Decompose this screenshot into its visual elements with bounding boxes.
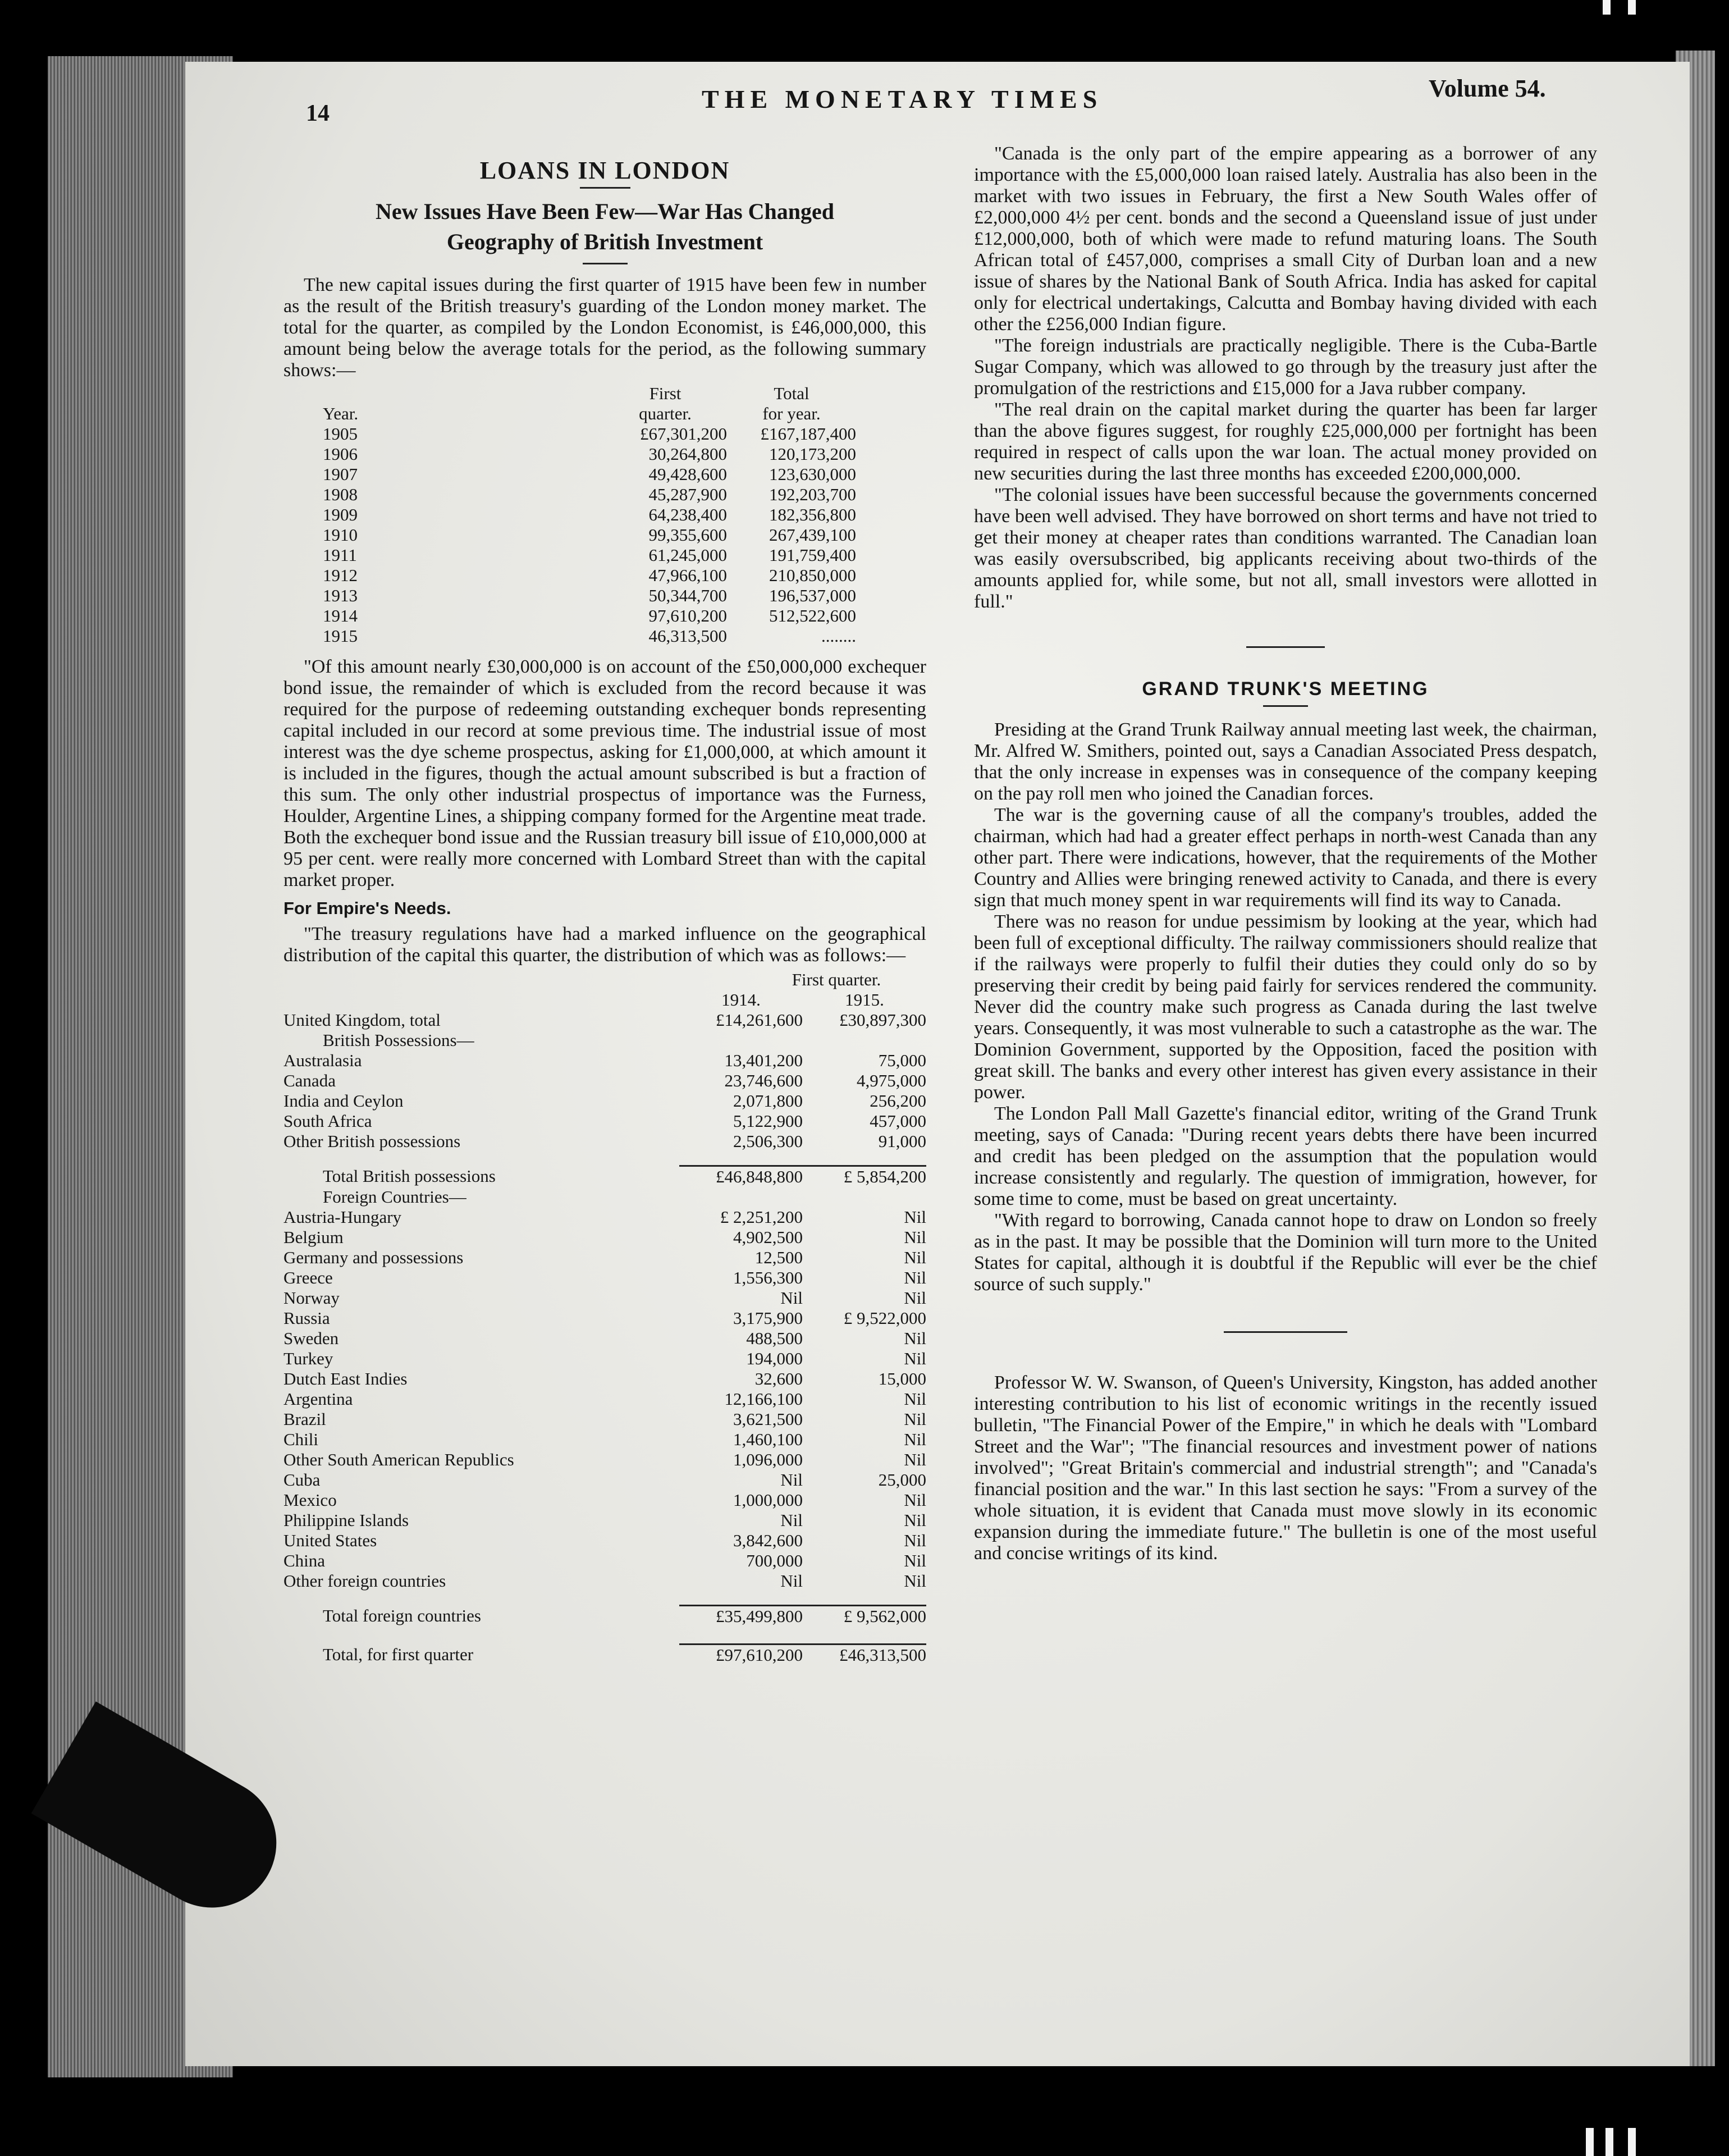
summary-total-year: 192,203,700 [769,485,856,504]
dist-row-1914: 13,401,200 [724,1050,803,1070]
summary-head-total-2: for year. [762,404,821,423]
dist-row [283,1450,926,1470]
summary-row [323,626,856,646]
dist-row-1914: 4,902,500 [733,1227,803,1247]
dist-row-1915: 4,975,000 [857,1071,926,1090]
dist-row [283,1308,926,1328]
dist-head-first-quarter: First quarter. [792,970,881,989]
summary-year: 1908 [323,485,358,504]
dist-row-1915: Nil [904,1450,926,1469]
dist-row [283,1409,926,1429]
dist-row-1914: Nil [780,1510,803,1530]
dist-row-1914: 194,000 [746,1349,803,1368]
grand-trunk-title: GRAND TRUNK'S MEETING [1142,678,1429,700]
dist-row-1915: Nil [904,1551,926,1570]
dist-row-1915: Nil [904,1288,926,1308]
foreign-total-1915: £ 9,562,000 [803,1606,926,1627]
quote-paragraph: "Of this amount nearly £30,000,000 is on account of the £50,000,000 exchequer bond issue, the remainder of which is excluded from the record because it was required for the purpose of redeeming outstanding exchequer bonds representing capital included in our record at some previous time. The industrial issue of most interest was the dye scheme prospectus, asking for £1,000,000, at which amount it is included in the figures, though the actual amount subscribed is but a fraction of this sum. The only other industrial prospectus of importance was the Furness, Houlder, Argentine Lines, a shipping company formed for the Argentine meat trade. Both the exchequer bond issue and the Russian treasury bill issue of £10,000,000 at 95 per cent. were really more concerned with Lombard Street than with the capital market proper. [283,656,926,890]
dist-row-label: Brazil [283,1409,326,1429]
dist-row-1914: 12,500 [754,1248,803,1267]
summary-row [323,444,856,464]
dist-row [283,1490,926,1510]
summary-row [323,586,856,606]
grand-trunk-rule [1263,705,1308,707]
dist-row-1914: 3,842,600 [733,1531,803,1550]
summary-total-year: 210,850,000 [769,565,856,585]
summary-total-year: 191,759,400 [769,545,856,565]
body-paragraph: "The colonial issues have been successful because the governments concerned have been well advised. They have borrowed on short terms and have not tried to get their money at cheaper rates than conditions warranted. The Canadian loan was easily oversubscribed, big applicants receiving about two-thirds of the amounts applied for, while some, but not all, small investors were allotted in full." [974,485,1597,612]
dist-row-label: Canada [283,1071,336,1090]
dist-row-1915: Nil [904,1328,926,1348]
dist-row-label: Australasia [283,1050,362,1070]
summary-head-first-2: quarter. [639,404,692,423]
dist-row-1914: 12,166,100 [724,1389,803,1409]
dist-row-1915: Nil [904,1227,926,1247]
dist-row-label: Greece [283,1268,333,1287]
dist-row-label: India and Ceylon [283,1091,404,1111]
dist-row-label: Norway [283,1288,340,1308]
dist-row-1915: 256,200 [870,1091,926,1111]
british-total-label: Total British possessions [323,1166,496,1186]
dist-row-1914: 32,600 [754,1369,803,1388]
summary-first-quarter: 30,264,800 [648,444,727,464]
dist-row-1914: Nil [780,1288,803,1308]
dist-row-1914: 3,175,900 [733,1308,803,1328]
summary-row [323,485,856,505]
article-title: LOANS IN LONDON [479,157,730,184]
dist-head-1914: 1914. [721,990,761,1010]
grand-total-1915: £46,313,500 [803,1645,926,1666]
dist-row [283,1248,926,1268]
dist-row [283,1429,926,1450]
dist-row-1915: Nil [904,1349,926,1368]
dist-row-label: Other foreign countries [283,1571,446,1591]
intro-paragraph: The new capital issues during the first quarter of 1915 have been few in number as the result of the British treasury's guarding of the London money market. The total for the quarter, as compiled by the London Economist, is £46,000,000, this amount being below the average totals for the period, as the following summary shows:— [283,275,926,381]
summary-year: 1906 [323,444,358,464]
page-number: 14 [306,101,330,126]
summary-first-quarter: £67,301,200 [640,424,727,444]
summary-first-quarter: 49,428,600 [648,464,727,484]
dist-row-1915: 75,000 [878,1050,926,1070]
dist-row-1915: Nil [904,1207,926,1227]
summary-total-year: 120,173,200 [769,444,856,464]
dist-row-1915: Nil [904,1268,926,1287]
summary-total-year: £167,187,400 [760,424,856,444]
grand-trunk-article [974,719,1597,1295]
summary-year: 1911 [323,545,357,565]
summary-first-quarter: 99,355,600 [648,525,727,545]
summary-year: 1915 [323,626,358,646]
foreign-total-1914: £35,499,800 [679,1606,803,1627]
dist-row-1914: 1,096,000 [733,1450,803,1469]
summary-total-year: 267,439,100 [769,525,856,545]
body-paragraph: Presiding at the Grand Trunk Railway annual meeting last week, the chairman, Mr. Alfred W. Smithers, pointed out, says a Canadian Associated Press despatch, that the only increase in expenses was in consequence of the company keeping on the pay roll men who joined the Canadian forces. [974,719,1597,804]
dist-row-1914: 2,071,800 [733,1091,803,1111]
summary-year: 1912 [323,565,358,585]
body-paragraph: "The foreign industrials are practically negligible. There is the Cuba-Bartle Sugar Company, which was allowed to go through by the treasury just after the promulgation of the restrictions and £15,000 for a Java rubber company. [974,335,1597,399]
dist-row [283,1349,926,1369]
summary-year: 1914 [323,606,358,625]
dist-row [283,1328,926,1349]
summary-total-year: ........ [821,626,856,646]
summary-first-quarter: 64,238,400 [648,505,727,524]
summary-year: 1913 [323,586,358,605]
dist-row-1915: Nil [904,1248,926,1267]
running-title: THE MONETARY TIMES [702,85,1103,113]
left-column [283,157,926,1665]
grand-total-1914: £97,610,200 [679,1645,803,1666]
summary-row [323,464,856,485]
dist-row [283,1551,926,1571]
summary-row [323,424,856,444]
summary-row [323,606,856,626]
dist-row [283,1111,926,1131]
dist-row-label: Austria-Hungary [283,1207,402,1227]
dist-row [283,1131,926,1152]
swanson-paragraph: Professor W. W. Swanson, of Queen's University, Kingston, has added another interesting contribution to his list of economic writings in the recently issued bulletin, "The Financial Power of the Empire," in which he deals with "Lombard Street and the War"; "The financial resources and investment power of nations involved"; "Great Britain's commercial and industrial strength"; and "Canada's financial position and the war." In this last section he says: "From a survey of the whole situation, it is evident that Canada must move slowly in its economic expansion during the immediate future." The bulletin is one of the most useful and concise writings of its kind. [974,1372,1597,1564]
summary-first-quarter: 47,966,100 [648,565,727,585]
summary-total-year: 512,522,600 [769,606,856,625]
dist-row [283,1531,926,1551]
dist-row-label: Other British possessions [283,1131,461,1151]
volume-label: Volume 54. [1429,75,1546,102]
dist-row-1915: Nil [904,1429,926,1449]
summary-total-year: 182,356,800 [769,505,856,524]
film-mark-top [1603,0,1611,15]
distribution-table [283,970,926,1665]
dist-row-1914: 1,460,100 [733,1429,803,1449]
summary-row [323,565,856,586]
dist-row [283,1268,926,1288]
dist-row-label: South Africa [283,1111,372,1131]
dist-row-1915: Nil [904,1490,926,1510]
film-mark-bottom [1586,2128,1594,2156]
dist-row-label: United States [283,1531,377,1550]
dist-row-1914: 2,506,300 [733,1131,803,1151]
dist-row-1915: 457,000 [870,1111,926,1131]
dist-row-label: Chili [283,1429,319,1449]
british-possessions-heading: British Possessions— [323,1030,474,1050]
summary-first-quarter: 50,344,700 [648,586,727,605]
dist-head-1915: 1915. [845,990,884,1010]
dist-row [283,1470,926,1490]
summary-head-year: Year. [323,404,359,423]
loans-continued [974,143,1597,613]
dist-row [283,1369,926,1389]
dist-row-1915: Nil [904,1389,926,1409]
summary-row [323,545,856,565]
dist-row-1915: £30,897,300 [839,1010,926,1030]
summary-year: 1910 [323,525,358,545]
article-subtitle-line2: Geography of British Investment [446,229,763,254]
body-paragraph: The London Pall Mall Gazette's financial editor, writing of the Grand Trunk meeting, says of Canada: "During recent years debts there have been incurred and credit has been pledged on the assumption that the population would increase consistently and regularly. The question of immigration, however, for some time to come, must be based on great uncertainty. [974,1103,1597,1209]
dist-row-1914: 1,556,300 [733,1268,803,1287]
dist-row [283,1207,926,1227]
summary-table [323,383,856,646]
title-rule [580,187,630,189]
dist-row-1915: Nil [904,1409,926,1429]
summary-total-year: 196,537,000 [769,586,856,605]
summary-row [323,505,856,525]
side-heading: For Empire's Needs. [283,898,451,918]
body-paragraph: "The real drain on the capital market during the quarter has been far larger than the above figures suggest, for roughly £25,000,000 per fortnight has been required in respect of calls upon the war loan. The actual money provided on new securities during the last three months has exceeded £200,000,000. [974,399,1597,484]
film-mark-bottom [1628,2128,1636,2156]
article-subtitle-line1: New Issues Have Been Few—War Has Changed [375,199,835,224]
dist-row [283,1071,926,1091]
dist-row-1914: £14,261,600 [716,1010,803,1030]
dist-row [283,1389,926,1409]
dist-row-label: Other South American Republics [283,1450,514,1469]
section-rule [1246,646,1325,648]
dist-row-1915: Nil [904,1531,926,1550]
dist-row-label: Sweden [283,1328,339,1348]
dist-row-label: Mexico [283,1490,337,1510]
dist-row-1914: Nil [780,1571,803,1591]
dist-row-1914: 1,000,000 [733,1490,803,1510]
dist-row-1914: 5,122,900 [733,1111,803,1131]
grand-total-label: Total, for first quarter [323,1645,474,1665]
dist-row-label: Philippine Islands [283,1510,409,1530]
dist-row [283,1288,926,1308]
dist-row-label: Dutch East Indies [283,1369,408,1388]
summary-year: 1909 [323,505,358,524]
dist-row [283,1510,926,1531]
empire-paragraph: "The treasury regulations have had a marked influence on the geographical distribution of the capital this quarter, the distribution of which was as follows:— [283,924,926,966]
summary-row [323,525,856,545]
dist-row-label: China [283,1551,326,1570]
dist-row-1914: 700,000 [746,1551,803,1570]
dist-row-1914: £ 2,251,200 [720,1207,803,1227]
dist-row-1914: 3,621,500 [733,1409,803,1429]
summary-first-quarter: 97,610,200 [648,606,727,625]
dist-row-1914: Nil [780,1470,803,1490]
summary-total-year: 123,630,000 [769,464,856,484]
dist-row-1915: 91,000 [878,1131,926,1151]
dist-row-1914: 23,746,600 [724,1071,803,1090]
body-paragraph: "Canada is the only part of the empire appearing as a borrower of any importance with the £5,000,000 loan raised lately. Australia has also been in the market with two issues in February, the first a New South Wales offer of £2,000,000 4½ per cent. bonds and the second a Queensland issue of just under £12,000,000, both of which were made to refund maturing loans. The South African total of £457,000, comprises a small City of Durban loan and a new issue of shares by the National Bank of South Africa. India has asked for capital only for electrical undertakings, Calcutta and Bombay having divided with each other the £256,000 Indian figure. [974,143,1597,335]
foreign-countries-heading: Foreign Countries— [323,1187,466,1207]
british-total-1914: £46,848,800 [679,1166,803,1187]
dist-row [283,1571,926,1591]
film-mark-bottom [1606,2128,1613,2156]
summary-year: 1907 [323,464,358,484]
subtitle-rule [583,263,628,264]
summary-year: 1905 [323,424,358,444]
right-column [974,143,1597,1564]
summary-head-total-1: Total [774,383,809,403]
dist-row-1915: Nil [904,1510,926,1530]
dist-row [283,1050,926,1071]
summary-first-quarter: 45,287,900 [648,485,727,504]
body-paragraph: The war is the governing cause of all the company's troubles, added the chairman, which had had a greater effect perhaps in north-west Canada than any other part. There were indications, however, that the requirements of the Mother Country and Allies were bringing renewed activity to Canada, and there is every sign that much money spent in war requirements will find its way to Canada. [974,805,1597,911]
summary-first-quarter: 46,313,500 [648,626,727,646]
film-mark-top [1628,0,1636,15]
swanson-rule [1224,1331,1347,1333]
dist-row-label: United Kingdom, total [283,1010,441,1030]
dist-row-1915: Nil [904,1571,926,1591]
summary-first-quarter: 61,245,000 [648,545,727,565]
dist-row-label: Turkey [283,1349,333,1368]
dist-row [283,1227,926,1248]
dist-row-label: Cuba [283,1470,321,1490]
body-paragraph: There was no reason for undue pessimism by looking at the year, which had been full of exceptional difficulty. The railway commissioners should realize that if the railways were properly to fulfil their duties they could only do so by preserving their credit by being paid fairly for services rendered the community. Never did the country make such progress as Canada during the last twelve years. Consequently, it was most vulnerable to such a catastrophe as the war. The Dominion Government, supported by the Opposition, faced the position with great skill. The banks and every other interest has given every assistance in their power. [974,911,1597,1103]
dist-row-label: Russia [283,1308,330,1328]
dist-row [283,1091,926,1111]
dist-row-1915: £ 9,522,000 [843,1308,926,1328]
summary-head-first-1: First [649,383,681,403]
dist-row-label: Belgium [283,1227,344,1247]
body-paragraph: "With regard to borrowing, Canada cannot hope to draw on London so freely as in the past. It may be possible that the Dominion will turn more to the United States for capital, although it is doubtful if the Republic will ever be the chief source of such supply." [974,1210,1597,1295]
british-total-1915: £ 5,854,200 [803,1166,926,1187]
dist-row-label: Germany and possessions [283,1248,464,1267]
foreign-total-label: Total foreign countries [323,1606,481,1626]
dist-row-1914: 488,500 [746,1328,803,1348]
dist-row-1915: 25,000 [878,1470,926,1490]
dist-row-label: Argentina [283,1389,353,1409]
dist-row-1915: 15,000 [878,1369,926,1388]
